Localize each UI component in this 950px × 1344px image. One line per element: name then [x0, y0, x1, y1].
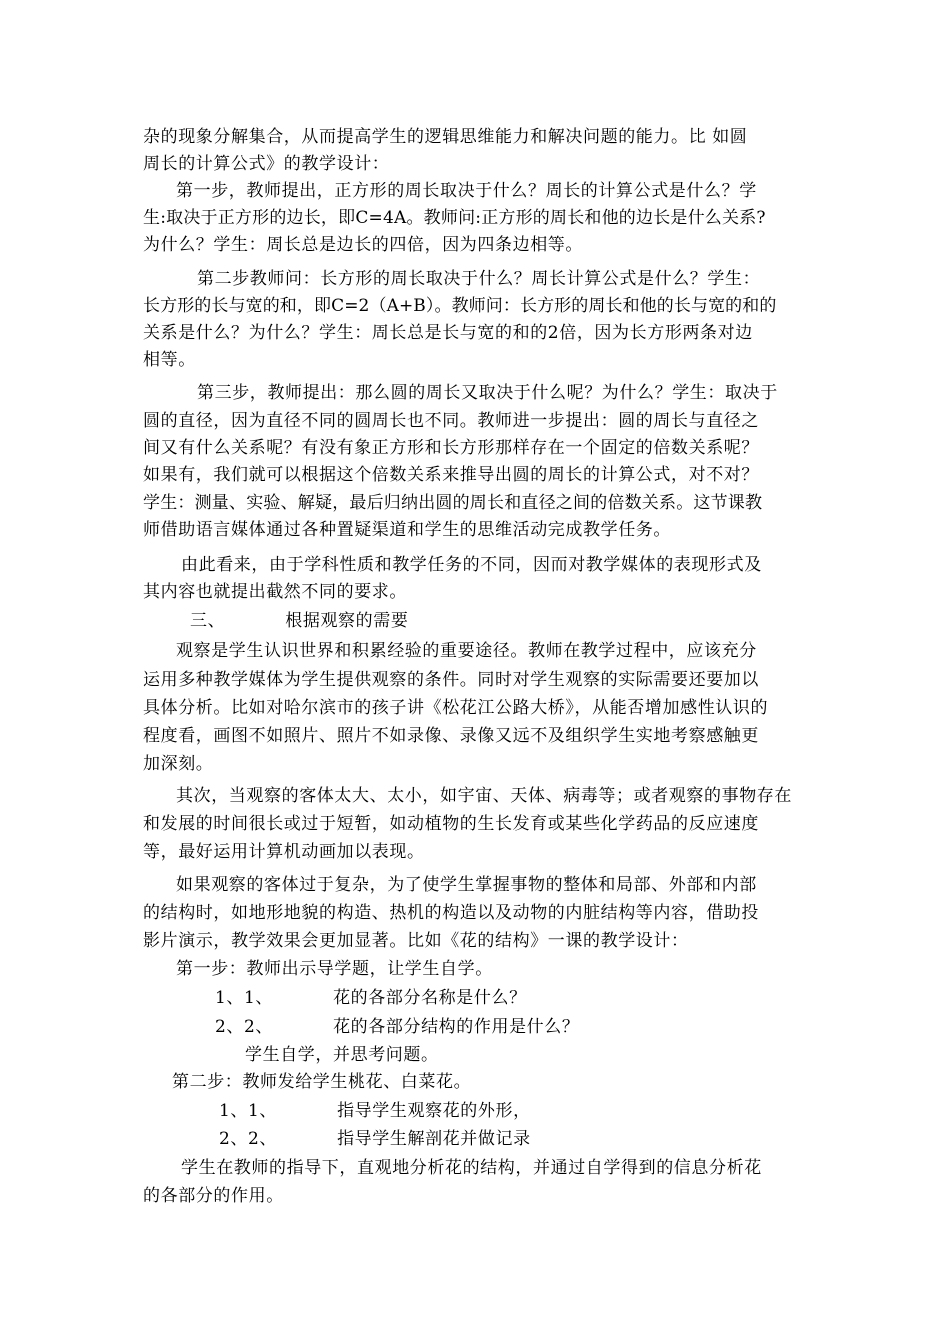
- section-heading: 三、 根据观察的需要: [190, 611, 409, 631]
- text-line: 的各部分的作用。: [143, 1186, 284, 1206]
- text-line: 等，最好运用计算机动画加以表现。: [143, 842, 425, 862]
- text-line: 周长的计算公式》的教学设计：: [143, 154, 390, 174]
- text-line: 关系是什么？为什么？学生：周长总是长与宽的和的2倍，因为长方形两条对边: [143, 323, 753, 343]
- list-item: 1、1、 指导学生观察花的外形，: [219, 1101, 531, 1121]
- text-line: 师借助语言媒体通过各种置疑渠道和学生的思维活动完成教学任务。: [143, 520, 671, 540]
- text-line: 学生在教师的指导下，直观地分析花的结构，并通过自学得到的信息分析花: [181, 1158, 762, 1178]
- text-line: 其次，当观察的客体太大、太小，如宇宙、天体、病毒等；或者观察的事物存在: [176, 786, 792, 806]
- text-line: 第二步教师问：长方形的周长取决于什么？周长计算公式是什么？学生：: [197, 269, 761, 289]
- text-line: 由此看来，由于学科性质和教学任务的不同，因而对教学媒体的表现形式及: [181, 555, 762, 575]
- text-line: 如果有，我们就可以根据这个倍数关系来推导出圆的周长的计算公式，对不对？: [143, 465, 759, 485]
- text-line: 生:取决于正方形的边长，即C=4A。教师问:正方形的周长和他的边长是什么关系?: [143, 208, 766, 228]
- list-item: 1、1、 花的各部分名称是什么？: [215, 988, 527, 1008]
- text-line: 加深刻。: [143, 754, 214, 774]
- text-line: 第三步，教师提出：那么圆的周长又取决于什么呢？为什么？学生：取决于: [197, 383, 778, 403]
- text-line: 学生：测量、实验、解疑，最后归纳出圆的周长和直径之间的倍数关系。这节课教: [143, 493, 763, 513]
- text-line: 观察是学生认识世界和积累经验的重要途径。教师在教学过程中，应该充分: [176, 641, 757, 661]
- text-line: 运用多种教学媒体为学生提供观察的条件。同时对学生观察的实际需要还要加以: [143, 670, 759, 690]
- text-line: 为什么？学生：周长总是边长的四倍，因为四条边相等。: [143, 235, 583, 255]
- text-line: 第一步：教师出示导学题，让学生自学。: [176, 959, 493, 979]
- text-line: 程度看，画图不如照片、照片不如录像、录像又远不及组织学生实地考察感触更: [143, 726, 759, 746]
- text-line: 具体分析。比如对哈尔滨市的孩子讲《松花江公路大桥》，从能否增加感性认识的: [143, 698, 769, 718]
- text-line: 的结构时，如地形地貌的构造、热机的构造以及动物的内脏结构等内容，借助投: [143, 903, 759, 923]
- list-item: 2、2、 指导学生解剖花并做记录: [219, 1129, 531, 1149]
- text-line: 长方形的长与宽的和，即C=2（A+B）。教师问：长方形的周长和他的长与宽的和的: [143, 296, 777, 316]
- text-line: 第二步：教师发给学生桃花、白菜花。: [172, 1072, 472, 1092]
- text-line: 其内容也就提出截然不同的要求。: [143, 582, 407, 602]
- text-line: 和发展的时间很长或过于短暂，如动植物的生长发育或某些化学药品的反应速度: [143, 814, 759, 834]
- text-line: 圆的直径，因为直径不同的圆周长也不同。教师进一步提出：圆的周长与直径之: [143, 411, 759, 431]
- text-line: 第一步，教师提出，正方形的周长取决于什么？周长的计算公式是什么？学: [176, 181, 757, 201]
- text-line: 影片演示，教学效果会更加显著。比如《花的结构》一课的教学设计：: [143, 931, 689, 951]
- text-line: 学生自学，并思考问题。: [245, 1045, 439, 1065]
- text-line: 如果观察的客体过于复杂，为了使学生掌握事物的整体和局部、外部和内部: [176, 875, 757, 895]
- list-item: 2、2、 花的各部分结构的作用是什么？: [215, 1017, 580, 1037]
- text-line: 杂的现象分解集合，从而提高学生的逻辑思维能力和解决问题的能力。比 如圆: [143, 127, 748, 147]
- text-line: 相等。: [143, 350, 196, 370]
- text-line: 间又有什么关系呢？有没有象正方形和长方形那样存在一个固定的倍数关系呢？: [143, 438, 759, 458]
